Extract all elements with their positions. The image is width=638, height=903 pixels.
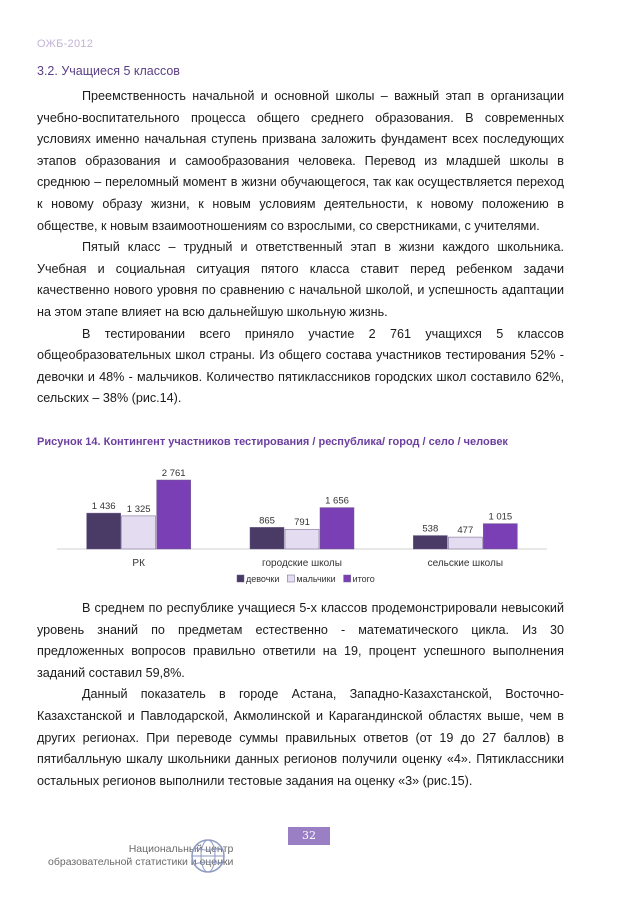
legend-label: итого: [352, 574, 375, 584]
data-label: 477: [457, 525, 474, 537]
legend-swatch: [344, 575, 351, 582]
data-label: 1 325: [126, 503, 151, 515]
bar: [285, 529, 319, 549]
bar: [87, 513, 121, 549]
bar: [250, 527, 284, 549]
body-text-top: [37, 86, 564, 410]
paragraph: Преемственность начальной и основной школы – важный этап в организации учебно-воспитательного процесса общего среднего образования. В современных условиях именно начальная ступень призвана заложить фундамент всех последующих этапов образования и самообразования человека. Перевод из младшей школы в среднюю – переломный момент в жизни обучающегося, так как осуществляется переход к новому образу жизни, к новым условиям деятельности, к новому положению в обществе, к новым взаимоотношениям со взрослыми, со сверстниками, с учителями.: [37, 89, 564, 233]
bar-chart: [37, 458, 557, 592]
paragraph: В среднем по республике учащиеся 5-х классов продемонстрировали невысокий уровень знаний по предметам естественно - математического цикла. Из 30 предложенных вопросов правильно ответили на 19, процент успешного выполнения заданий составил 59,8%.: [37, 601, 564, 680]
data-label: 1 015: [488, 511, 513, 523]
data-label: 538: [422, 523, 439, 535]
page-number: 32: [288, 827, 330, 845]
running-header: ОЖБ-2012: [37, 38, 94, 50]
paragraph: Данный показатель в городе Астана, Западно-Казахстанской, Восточно-Казахстанской и Павлодарской, Акмолинской и Карагандинской областях выше, чем в других регионах. При переводе суммы правильных ответов (от 19 до 27 баллов) в пятибалльную шкалу школьники данных регионов получили оценку «4». Пятиклассники остальных регионов выполнили тестовые задания на оценку «3» (рис.15).: [37, 687, 564, 788]
legend-swatch: [237, 575, 244, 582]
data-label: 1 436: [91, 501, 116, 513]
figure-caption: Рисунок 14. Контингент участников тестирования / республика/ город / село / человек: [37, 436, 508, 448]
legend-swatch: [287, 575, 294, 582]
paragraph: Пятый класс – трудный и ответственный этап в жизни каждого школьника. Учебная и социальная ситуация пятого класса ставит перед ребенком задачи качественно нового уровня по сравнению с начальной школой, и успешность адаптации на этом этапе влияет на всю дальнейшую школьную жизнь.: [37, 240, 564, 319]
data-label: 2 761: [161, 468, 186, 479]
bar: [122, 516, 156, 549]
section-title: 3.2. Учащиеся 5 классов: [37, 64, 180, 78]
org-name-line-2: образовательной статистики и оценки: [48, 856, 234, 868]
globe-logo-icon: [188, 836, 228, 876]
bar: [157, 480, 191, 549]
body-text-bottom: [37, 598, 564, 792]
data-label: 1 656: [325, 495, 349, 507]
org-name-line-1: Национальный центр: [128, 843, 234, 855]
x-tick-label: городские школы: [262, 558, 342, 569]
bar: [448, 537, 482, 549]
data-label: 791: [294, 517, 310, 529]
x-tick-label: сельские школы: [427, 558, 504, 569]
legend-label: мальчики: [296, 574, 336, 584]
data-label: 865: [259, 515, 275, 527]
bar: [413, 536, 447, 549]
legend-label: девочки: [246, 574, 280, 584]
x-tick-label: РК: [132, 558, 145, 569]
bar: [483, 524, 517, 549]
bar: [320, 508, 354, 549]
paragraph: В тестировании всего приняло участие 2 761 учащихся 5 классов общеобразовательных школ страны. Из общего состава участников тестирования 52% - девочки и 48% - мальчиков. Количество пятиклассников городских школ составило 62%, сельских – 38% (рис.14).: [37, 326, 564, 406]
